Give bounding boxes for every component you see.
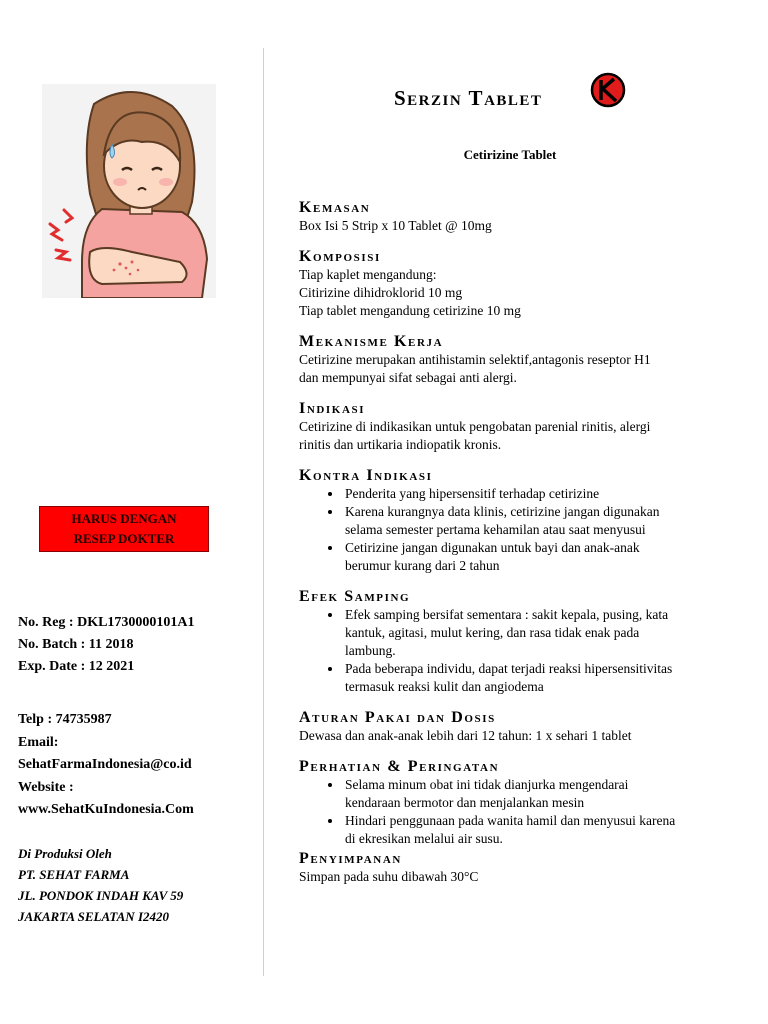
telp: Telp : 74735987 [18,712,112,727]
section-efek-samping [299,588,729,696]
heading-kemasan: Kemasan [299,199,371,216]
bullet-text: di ekresikan melalui air susu. [345,831,503,846]
prescription-line-2: RESEP DOKTER [73,531,175,546]
list-item [343,660,729,696]
komposisi-line: Citirizine dihidroklorid 10 mg [299,285,463,300]
itchy-skin-illustration [42,84,216,298]
heading-aturan-pakai: Aturan Pakai dan Dosis [299,709,496,726]
producer-line-2: PT. SEHAT FARMA [18,867,130,882]
komposisi-line: Tiap tablet mengandung cetirizine 10 mg [299,303,521,318]
email: SehatFarmaIndonesia@co.id [18,757,192,772]
bullet-text: berumur kurang dari 2 tahun [345,558,500,573]
email-label: Email: [18,734,59,750]
expiry-date: Exp. Date : 12 2021 [18,659,135,674]
list-item [343,776,729,812]
bullet-text: selama semester pertama kehamilan atau saat menyusui [345,522,646,537]
section-kontra-indikasi [299,467,729,575]
mekanisme-line: dan mempunyai sifat sebagai anti alergi. [299,370,517,385]
bullet-text: Hindari penggunaan pada wanita hamil dan menyusui karena [345,813,676,828]
producer-line-3: JL. PONDOK INDAH KAV 59 [18,888,184,903]
contact-info [18,709,258,822]
product-title: Serzin Tablet [394,86,543,110]
heading-perhatian: Perhatian & Peringatan [299,758,500,775]
bullet-text: termasuk reaksi kulit dan angiodema [345,679,544,694]
aturan-line: Dewasa dan anak-anak lebih dari 12 tahun: 1 x sehari 1 tablet [299,728,632,743]
producer-line-4: JAKARTA SELATAN I2420 [18,909,169,924]
indikasi-line: Cetirizine di indikasikan untuk pengobatan parenial rinitis, alergi [299,419,651,434]
section-perhatian [299,758,729,848]
section-aturan-pakai [299,709,729,745]
producer-info [18,843,258,927]
heading-kontra-indikasi: Kontra Indikasi [299,467,433,484]
section-mekanisme [299,333,729,387]
bullet-text: lambung. [345,643,396,658]
list-item [343,503,729,539]
registration-info [18,612,258,678]
bullet-text: Penderita yang hipersensitif terhadap cetirizine [345,486,600,501]
heading-efek-samping: Efek Samping [299,588,411,605]
product-subtitle: Cetirizine Tablet [463,147,557,162]
section-penyimpanan [299,850,729,886]
bullet-text: Selama minum obat ini tidak dianjurka mengendarai [345,777,629,792]
product-title-block [300,72,720,112]
bullet-text: Pada beberapa individu, dapat terjadi reaksi hipersensitivitas [345,661,673,676]
bullet-text: Efek samping bersifat sementara : sakit kepala, pusing, kata [345,607,669,622]
kemasan-line: Box Isi 5 Strip x 10 Tablet @ 10mg [299,218,492,233]
column-divider [263,48,264,976]
indikasi-line: rinitis dan urtikaria indiopatik kronis. [299,437,502,452]
list-item [343,606,729,660]
leaflet-sections [299,199,729,899]
producer-line-1: Di Produksi Oleh [18,846,112,861]
bullet-text: Karena kurangnya data klinis, cetirizine jangan digunakan [345,504,660,519]
heading-penyimpanan: Penyimpanan [299,850,402,867]
reg-number: No. Reg : DKL1730000101A1 [18,615,195,630]
bullet-text: kantuk, agitasi, mulut kering, dan rasa tidak enak pada [345,625,640,640]
website: www.SehatKuIndonesia.Com [18,802,194,817]
komposisi-line: Tiap kaplet mengandung: [299,267,437,282]
prescription-line-1: HARUS DENGAN [71,511,177,526]
heading-indikasi: Indikasi [299,400,366,417]
section-komposisi [299,248,729,320]
website-label: Website : [18,779,74,795]
batch-number: No. Batch : 11 2018 [18,637,134,652]
prescription-notice [39,506,209,552]
section-kemasan [299,199,729,235]
bullet-text: kendaraan bermotor dan menjalankan mesin [345,795,585,810]
list-item [343,485,729,503]
penyimpanan-line: Simpan pada suhu dibawah 30°C [299,869,479,884]
list-item [343,539,729,575]
section-indikasi [299,400,729,454]
bullet-text: Cetirizine jangan digunakan untuk bayi dan anak-anak [345,540,640,555]
heading-komposisi: Komposisi [299,248,381,265]
heading-mekanisme: Mekanisme Kerja [299,333,444,350]
mekanisme-line: Cetirizine merupakan antihistamin selektif,antagonis reseptor H1 [299,352,651,367]
hard-drug-k-icon [590,72,626,108]
list-item [343,812,729,848]
